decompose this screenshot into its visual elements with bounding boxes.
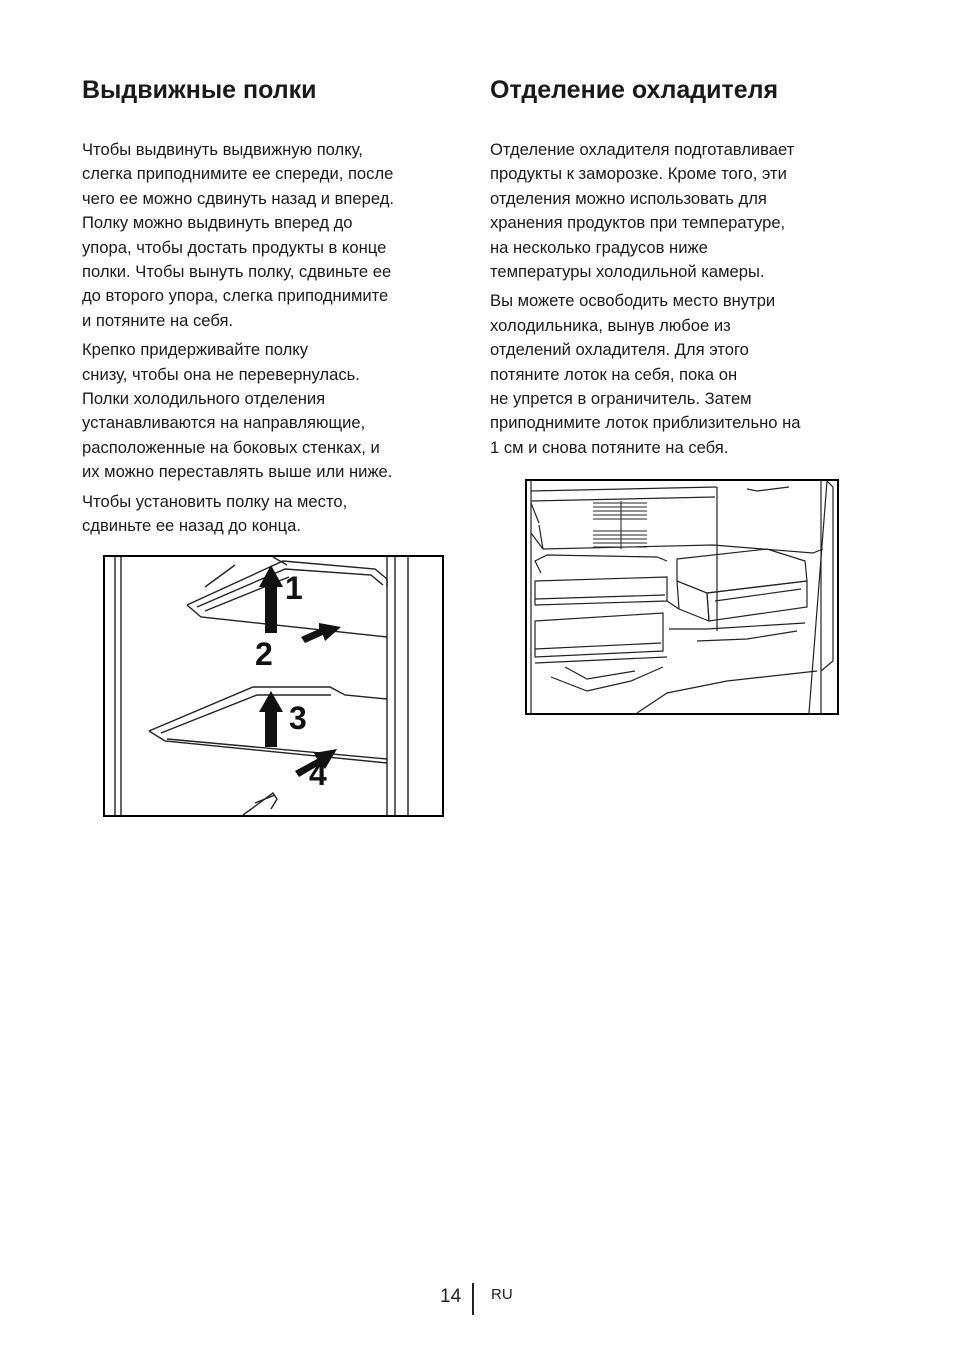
- paragraph: Чтобы выдвинуть выдвижную полку, слегка приподнимите ее спереди, после чего ее можно сдвинуть назад и вперед. Полку можно выдвинуть вперед до упора, чтобы достать продукты в конце полки. Чтобы вынуть полку, сдвиньте ее до второго упора, слегка приподнимите и потяните на себя.: [82, 140, 395, 330]
- chiller-compartment-text: [490, 138, 801, 465]
- paragraph: Крепко придерживайте полку снизу, чтобы она не перевернулась. Полки холодильного отделения устанавливаются на направляющие, расположенные на боковых стенках, и их можно переставлять выше или ниже.: [82, 340, 393, 482]
- page-footer: [0, 1283, 954, 1323]
- section-title-chiller-compartment: Отделение охладителя: [490, 76, 779, 104]
- paragraph: Отделение охладителя подготавливает продукты к заморозке. Кроме того, эти отделения можно использовать для хранения продуктов при температуре, на несколько градусов ниже температуры холодильной камеры.: [490, 140, 795, 282]
- step-label: 1: [285, 570, 303, 606]
- section-title-sliding-shelves: Выдвижные полки: [82, 76, 317, 104]
- step-label: 2: [255, 636, 273, 672]
- paragraph: Чтобы установить полку на место, сдвиньте ее назад до конца.: [82, 491, 348, 536]
- sliding-shelf-drawing: [105, 557, 442, 815]
- vent-grille: [593, 501, 647, 549]
- step-label: 3: [289, 700, 307, 736]
- sliding-shelf-illustration: [103, 555, 444, 817]
- step-label: 4: [309, 756, 327, 792]
- chiller-drawing: [527, 481, 837, 713]
- chiller-compartment-illustration: [525, 479, 839, 715]
- sliding-shelves-text: [82, 138, 394, 544]
- language-code: RU: [491, 1286, 513, 1303]
- page-number: 14: [440, 1286, 462, 1307]
- footer-divider: [472, 1283, 474, 1315]
- paragraph: Вы можете освободить место внутри холодильника, вынув любое из отделений охладителя. Для этого потяните лоток на себя, пока он не упрется в ограничитель. Затем приподнимите лоток приблизительно на 1 см и снова потяните на себя.: [490, 291, 801, 457]
